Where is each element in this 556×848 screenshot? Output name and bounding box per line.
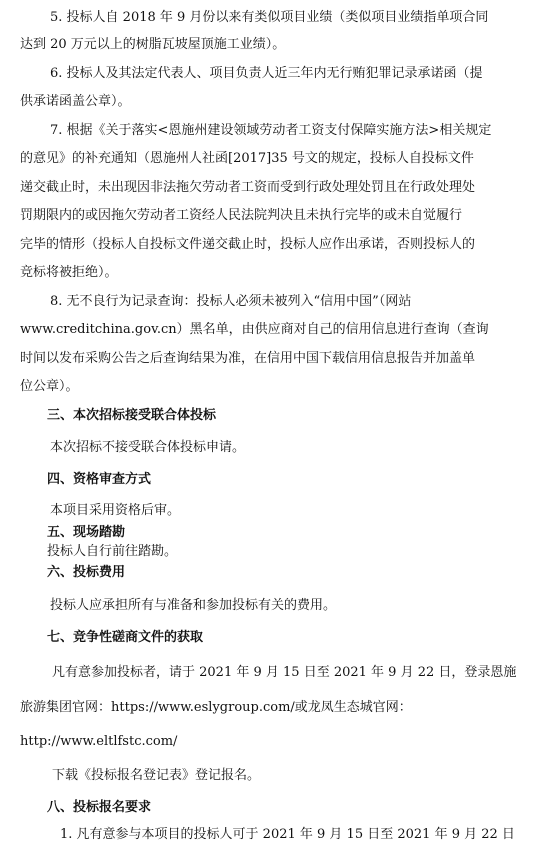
section-5-text: 投标人自行前往踏勘。 xyxy=(47,544,178,559)
item-6-line-2: 供承诺函盖公章）。 xyxy=(20,94,131,109)
item-7-line-4: 罚期限内的或因拖欠劳动者工资经人民法院判决且未执行完毕的或未自觉履行 xyxy=(20,208,463,223)
item-8-line-2: www.creditchina.gov.cn）黑名单，由供应商对自己的信用信息进行查询（查询 xyxy=(20,322,489,337)
item-8-line-4: 位公章）。 xyxy=(20,379,79,394)
section-4-heading: 四、资格审查方式 xyxy=(47,472,152,487)
item-7-line-3: 递交截止时，未出现因非法拖欠劳动者工资而受到行政处理处罚且在行政处理处 xyxy=(20,180,476,195)
section-7-text-4: 下载《投标报名登记表》登记报名。 xyxy=(52,768,261,783)
section-7-text-2: 旅游集团官网：https://www.eslygroup.com/或龙凤生态城官网： xyxy=(20,700,412,715)
section-6-heading: 六、投标费用 xyxy=(47,565,126,580)
item-7-line-2: 的意见》的补充通知（恩施州人社函[2017]35 号文的规定，投标人自投标文件 xyxy=(20,151,474,166)
section-7-text-3: http://www.eltlfstc.com/ xyxy=(20,734,178,749)
item-8-line-1: 8. 无不良行为记录查询：投标人必须未被列入“信用中国”（网站 xyxy=(50,294,412,309)
section-3-text: 本次招标不接受联合体投标申请。 xyxy=(50,440,246,455)
item-5-line-2: 达到 20 万元以上的树脂瓦坡屋顶施工业绩）。 xyxy=(20,37,286,52)
section-7-heading: 七、竞争性磋商文件的获取 xyxy=(47,630,204,645)
section-3-heading: 三、本次招标接受联合体投标 xyxy=(47,408,217,423)
item-7-line-1: 7. 根据《关于落实<恩施州建设领域劳动者工资支付保障实施方法>相关规定 xyxy=(50,123,492,138)
section-6-text: 投标人应承担所有与准备和参加投标有关的费用。 xyxy=(50,598,337,613)
item-8-line-3: 时间以发布采购公告之后查询结果为准，在信用中国下载信用信息报告并加盖单 xyxy=(20,351,476,366)
item-6-line-1: 6. 投标人及其法定代表人、项目负责人近三年内无行贿犯罪记录承诺函（提 xyxy=(50,66,483,81)
section-8-text-1: 1. 凡有意参与本项目的投标人可于 2021 年 9 月 15 日至 2021 年 9 月 22 日 xyxy=(60,827,515,842)
item-7-line-5: 完毕的情形（投标人自投标文件递交截止时，投标人应作出承诺，否则投标人的 xyxy=(20,237,476,252)
item-5-line-1: 5. 投标人自 2018 年 9 月份以来有类似项目业绩（类似项目业绩指单项合同 xyxy=(50,10,489,25)
section-4-text: 本项目采用资格后审。 xyxy=(50,503,181,518)
item-7-line-6: 竞标将被拒绝）。 xyxy=(20,265,118,280)
section-7-text-1: 凡有意参加投标者，请于 2021 年 9 月 15 日至 2021 年 9 月 22 日，登录恩施 xyxy=(52,665,517,680)
section-8-heading: 八、投标报名要求 xyxy=(47,800,152,815)
section-5-heading: 五、现场踏勘 xyxy=(47,525,126,540)
